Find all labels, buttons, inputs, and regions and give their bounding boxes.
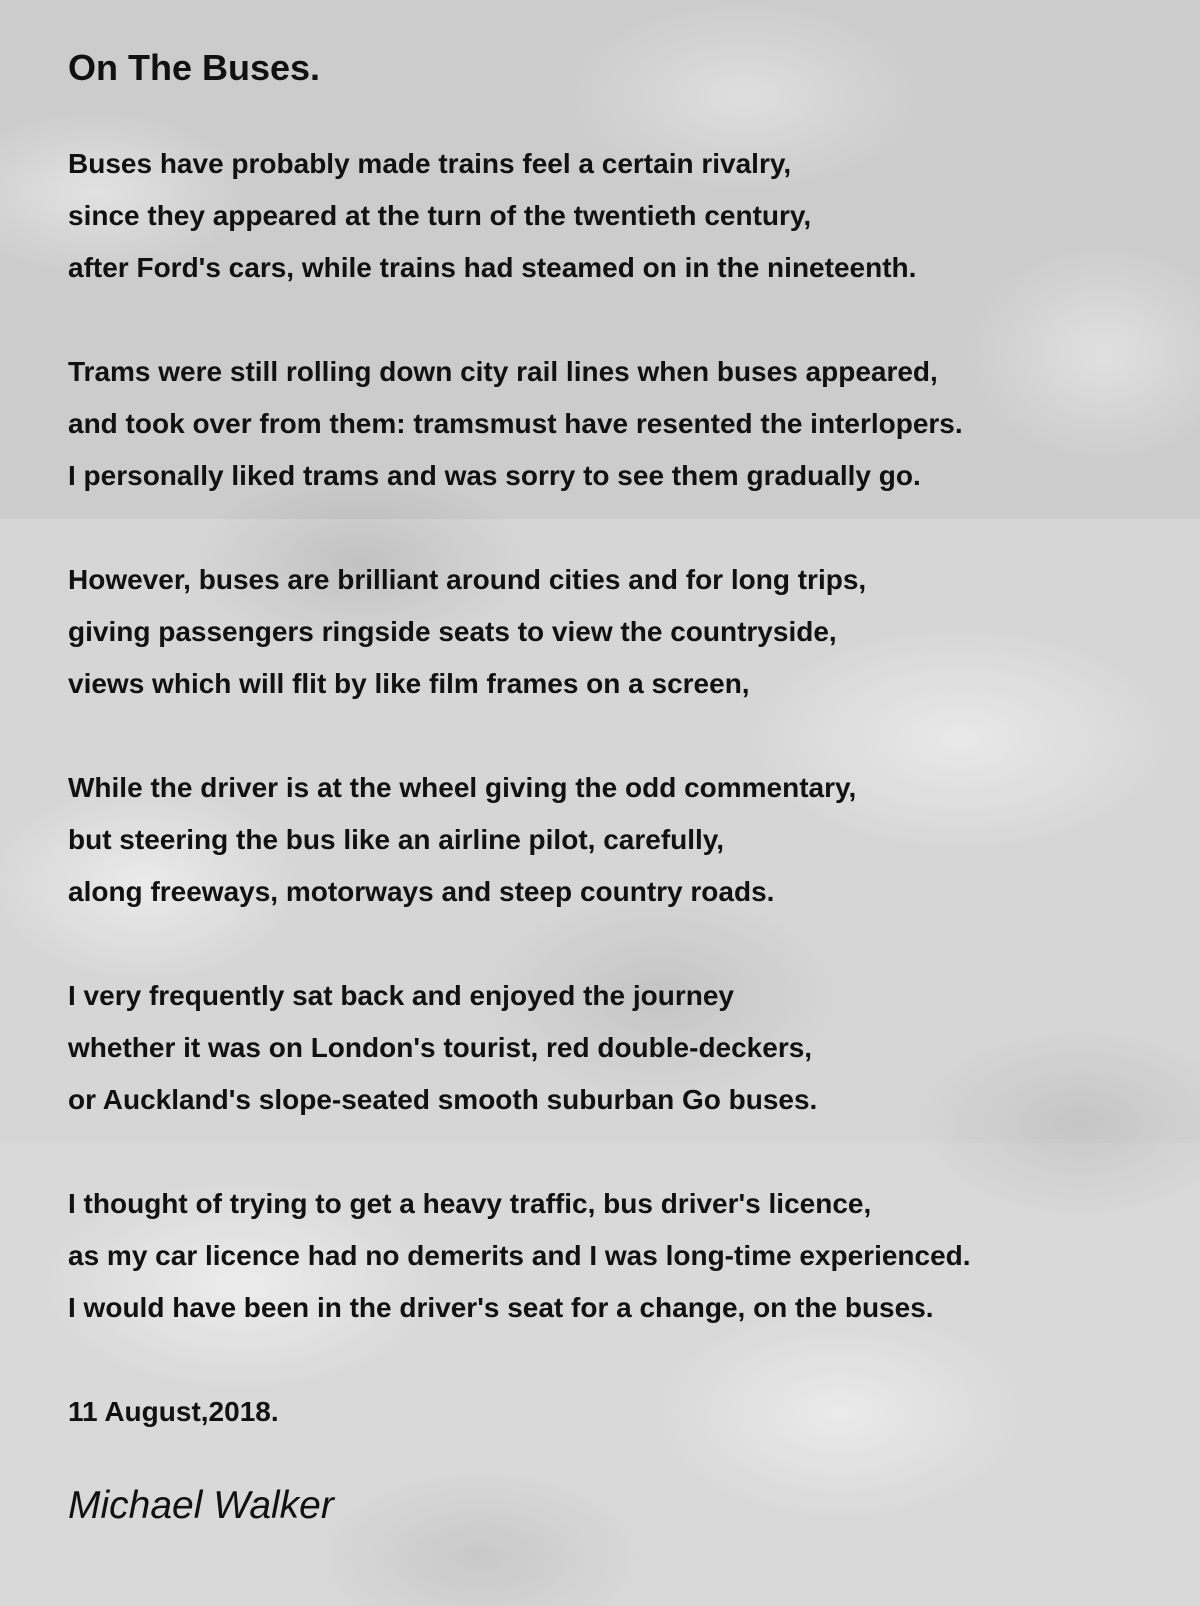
poem-line: Buses have probably made trains feel a certain rivalry, [68, 147, 792, 179]
poem-line: after Ford's cars, while trains had steamed on in the nineteenth. [68, 251, 917, 283]
poem-title: On The Buses. [68, 47, 321, 88]
poem-line: along freeways, motorways and steep country roads. [68, 875, 775, 907]
poem-line: or Auckland's slope-seated smooth suburban Go buses. [68, 1083, 818, 1115]
poem-line: I thought of trying to get a heavy traffic, bus driver's licence, [68, 1187, 872, 1219]
poem-line: as my car licence had no demerits and I was long-time experienced. [68, 1239, 971, 1271]
poem-line: Trams were still rolling down city rail lines when buses appeared, [68, 355, 938, 387]
stanza-5 [68, 970, 1168, 1126]
poem-line: giving passengers ringside seats to view the countryside, [68, 615, 837, 647]
poem-line: I would have been in the driver's seat for a change, on the buses. [68, 1291, 934, 1323]
stanza-3 [68, 554, 1168, 710]
poem-line: I very frequently sat back and enjoyed the journey [68, 979, 734, 1011]
stanza-6 [68, 1178, 1168, 1334]
poem-line: While the driver is at the wheel giving the odd commentary, [68, 771, 857, 803]
poem-line: and took over from them: tramsmust have resented the interlopers. [68, 407, 963, 439]
poem-line: since they appeared at the turn of the twentieth century, [68, 199, 812, 231]
poem-line: However, buses are brilliant around cities and for long trips, [68, 563, 867, 595]
poem-line: whether it was on London's tourist, red double-deckers, [68, 1031, 813, 1063]
poem-line: I personally liked trams and was sorry to see them gradually go. [68, 459, 921, 491]
stanza-2 [68, 346, 1168, 502]
poem-author: Michael Walker [68, 1483, 334, 1527]
poem-sheet [68, 48, 1168, 1528]
stanza-1 [68, 138, 1168, 294]
poem-line: but steering the bus like an airline pilot, carefully, [68, 823, 725, 855]
poem-line: views which will flit by like film frames on a screen, [68, 667, 750, 699]
stanza-4 [68, 762, 1168, 918]
poem-date: 11 August,2018. [68, 1395, 279, 1427]
